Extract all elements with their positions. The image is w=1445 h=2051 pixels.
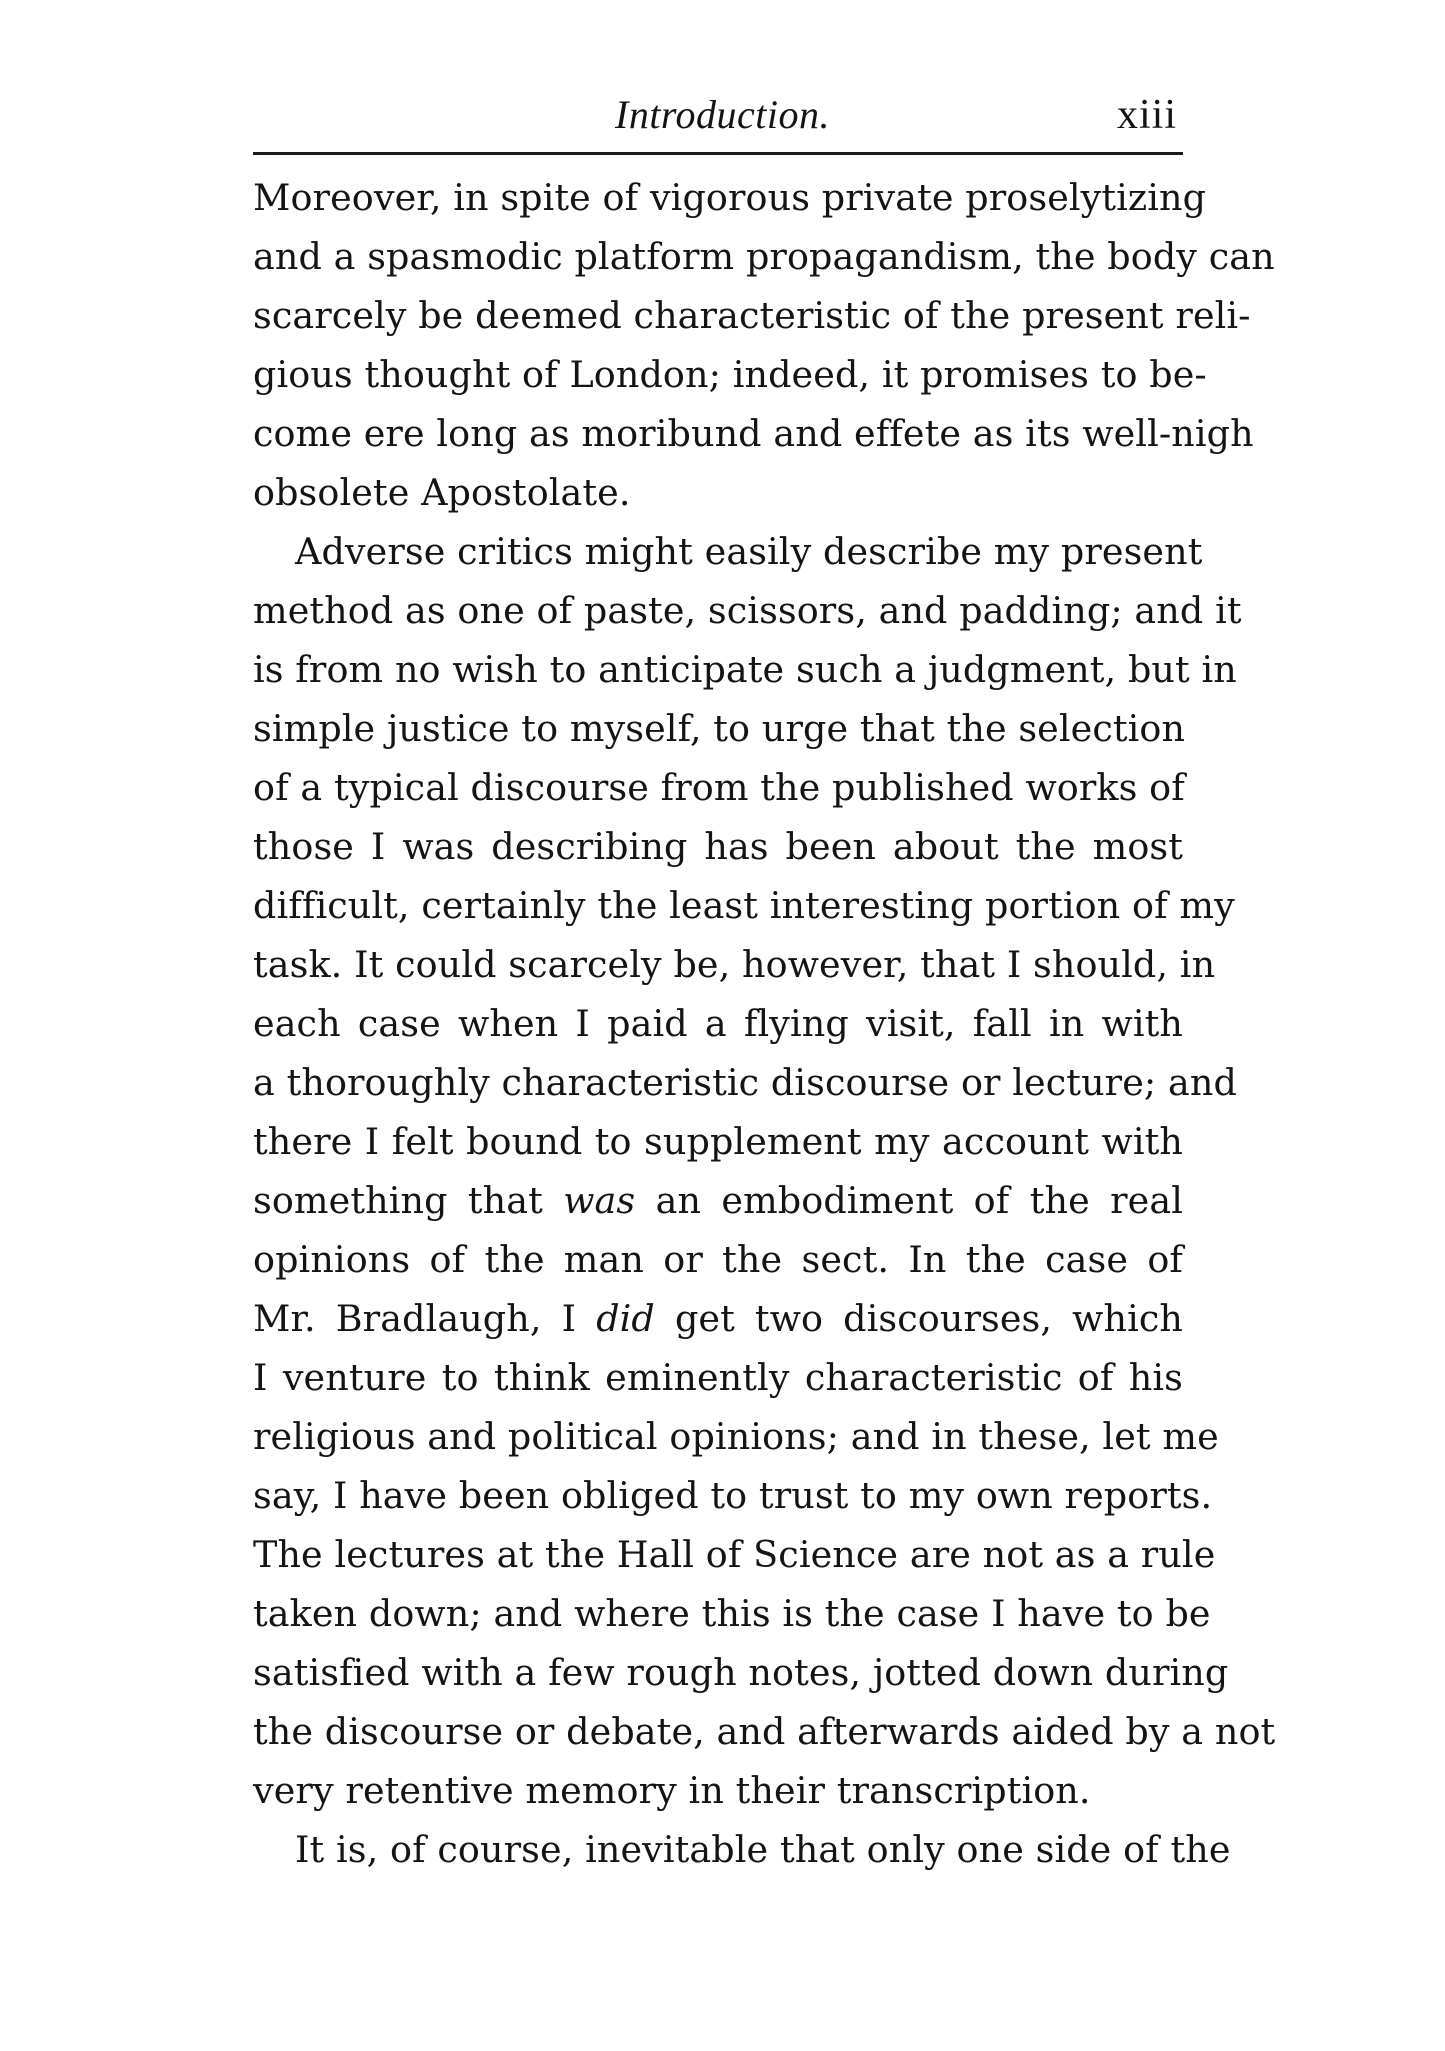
italic-word: was (563, 1179, 636, 1222)
text-line: come ere long as moribund and effete as its well-nigh (253, 412, 1254, 455)
text-line: simple justice to myself, to urge that the selection (253, 707, 1186, 750)
text-line: The lectures at the Hall of Science are not as a rule (253, 1533, 1216, 1576)
text-line: each case when I paid a flying visit, fall in with (253, 1002, 1183, 1045)
text-line: very retentive memory in their transcription. (253, 1769, 1091, 1812)
text-line: say, I have been obliged to trust to my own reports. (253, 1474, 1213, 1517)
italic-word: did (596, 1297, 655, 1340)
text-line: method as one of paste, scissors, and padding; and it (253, 589, 1242, 632)
text-line: something that was an embodiment of the real (253, 1179, 1183, 1222)
text-line: scarcely be deemed characteristic of the present reli- (253, 294, 1251, 337)
text-line: a thoroughly characteristic discourse or lecture; and (253, 1061, 1237, 1104)
text-line: Mr. Bradlaugh, I did get two discourses, which (253, 1297, 1183, 1340)
text-line: task. It could scarcely be, however, that I should, in (253, 943, 1216, 986)
text-line: is from no wish to anticipate such a judgment, but in (253, 648, 1237, 691)
text-line: the discourse or debate, and afterwards aided by a not (253, 1710, 1276, 1753)
text-line: religious and political opinions; and in these, let me (253, 1415, 1219, 1458)
text-line: Adverse critics might easily describe my present (295, 530, 1203, 573)
page-number: xiii (1116, 92, 1177, 138)
text-line: satisfied with a few rough notes, jotted down during (253, 1651, 1229, 1694)
text-line: gious thought of London; indeed, it promises to be- (253, 353, 1207, 396)
text-line: of a typical discourse from the published works of (253, 766, 1185, 809)
body-text (253, 168, 1276, 1879)
text-line: there I felt bound to supplement my account with (253, 1120, 1183, 1163)
text-line: opinions of the man or the sect. In the case of (253, 1238, 1183, 1281)
text-line: those I was describing has been about the most (253, 825, 1183, 868)
text-line: obsolete Apostolate. (253, 471, 631, 514)
text-line: I venture to think eminently characteristic of his (253, 1356, 1183, 1399)
text-line: taken down; and where this is the case I have to be (253, 1592, 1211, 1635)
header-rule (253, 152, 1183, 155)
text-line: difficult, certainly the least interesting portion of my (253, 884, 1235, 927)
text-line: It is, of course, inevitable that only one side of the (295, 1828, 1231, 1871)
text-line: Moreover, in spite of vigorous private proselytizing (253, 176, 1207, 219)
text-line: and a spasmodic platform propagandism, the body can (253, 235, 1275, 278)
page-header (253, 90, 1183, 152)
running-title: Introduction. (615, 92, 830, 137)
